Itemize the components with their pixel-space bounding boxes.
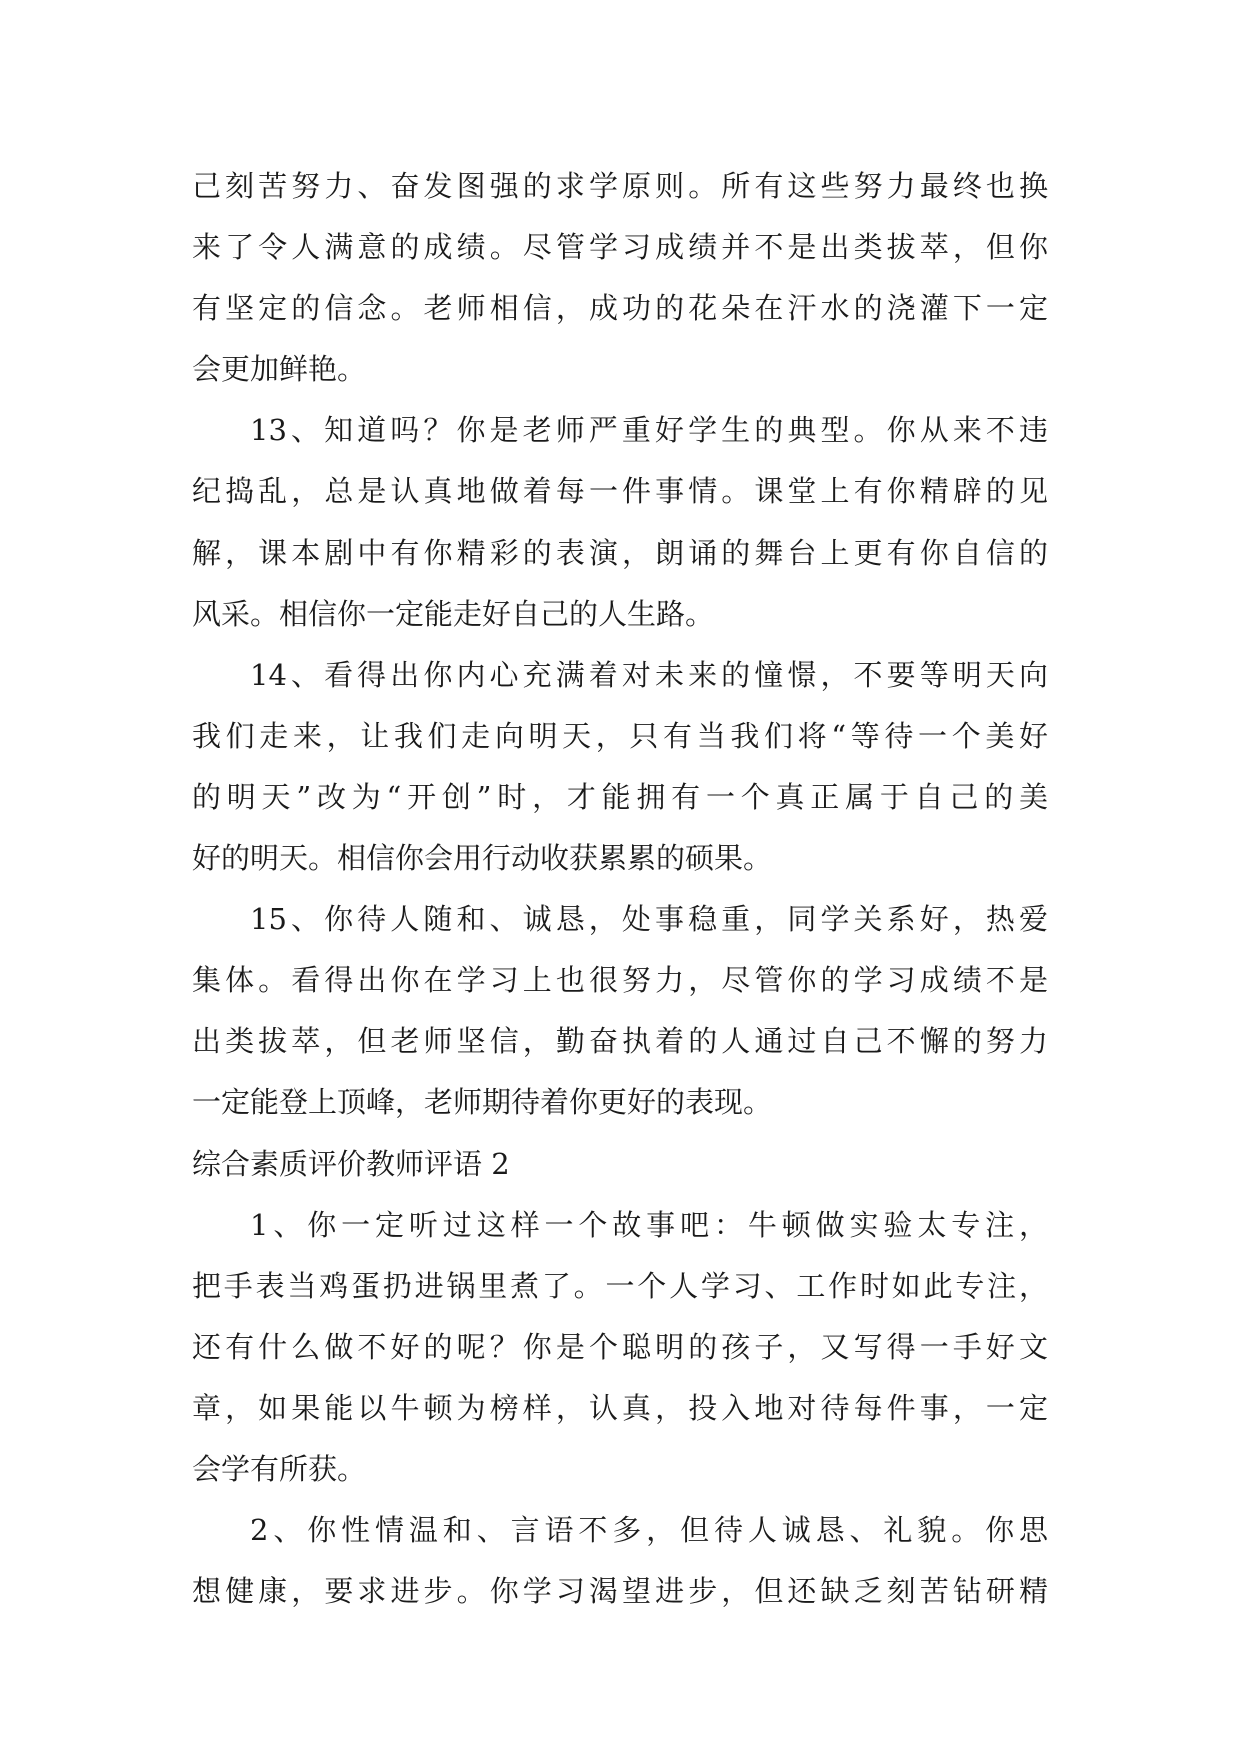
paragraph <box>192 1195 1048 1500</box>
text-line: 2、你性情温和、言语不多，但待人诚恳、礼貌。你思 <box>250 1513 1048 1548</box>
text-line: 有坚定的信念。老师相信，成功的花朵在汗水的浇灌下一定 <box>192 291 1048 326</box>
text-line: 会更加鲜艳。 <box>192 352 367 387</box>
text-line: 好的明天。相信你会用行动收获累累的硕果。 <box>192 841 773 876</box>
paragraph <box>192 1500 1048 1622</box>
text-line: 13、知道吗？你是老师严重好学生的典型。你从来不违 <box>250 413 1048 448</box>
text-line: 出类拔萃，但老师坚信，勤奋执着的人通过自己不懈的努力 <box>192 1024 1048 1059</box>
text-line: 14、看得出你内心充满着对未来的憧憬，不要等明天向 <box>250 657 1048 692</box>
text-line: 解，课本剧中有你精彩的表演，朗诵的舞台上更有你自信的 <box>192 535 1048 570</box>
text-line: 还有什么做不好的呢？你是个聪明的孩子，又写得一手好文 <box>192 1329 1048 1364</box>
document-body <box>192 156 1048 1622</box>
text-line: 纪捣乱，总是认真地做着每一件事情。课堂上有你精辟的见 <box>192 474 1048 509</box>
paragraph <box>192 645 1048 889</box>
text-line: 来了令人满意的成绩。尽管学习成绩并不是出类拔萃，但你 <box>192 230 1048 265</box>
text-line: 集体。看得出你在学习上也很努力，尽管你的学习成绩不是 <box>192 963 1048 998</box>
text-line: 一定能登上顶峰，老师期待着你更好的表现。 <box>192 1085 773 1120</box>
text-line: 己刻苦努力、奋发图强的求学原则。所有这些努力最终也换 <box>192 169 1048 203</box>
text-line: 我们走来，让我们走向明天，只有当我们将“等待一个美好 <box>192 718 1048 753</box>
text-line: 章，如果能以牛顿为榜样，认真，投入地对待每件事，一定 <box>192 1390 1048 1425</box>
paragraph <box>192 400 1048 644</box>
paragraph <box>192 156 1048 400</box>
text-line: 的明天”改为“开创”时，才能拥有一个真正属于自己的美 <box>192 779 1048 814</box>
text-line: 15、你待人随和、诚恳，处事稳重，同学关系好，热爱 <box>250 902 1048 937</box>
text-line: 把手表当鸡蛋扔进锅里煮了。一个人学习、工作时如此专注， <box>192 1268 1048 1303</box>
paragraph <box>192 889 1048 1133</box>
text-line: 想健康，要求进步。你学习渴望进步，但还缺乏刻苦钻研精 <box>192 1574 1048 1609</box>
text-line: 会学有所获。 <box>192 1451 367 1486</box>
text-line: 风采。相信你一定能走好自己的人生路。 <box>192 596 715 631</box>
section-heading: 综合素质评价教师评语 2 <box>192 1146 510 1181</box>
text-line: 1、你一定听过这样一个故事吧：牛顿做实验太专注， <box>250 1207 1048 1242</box>
